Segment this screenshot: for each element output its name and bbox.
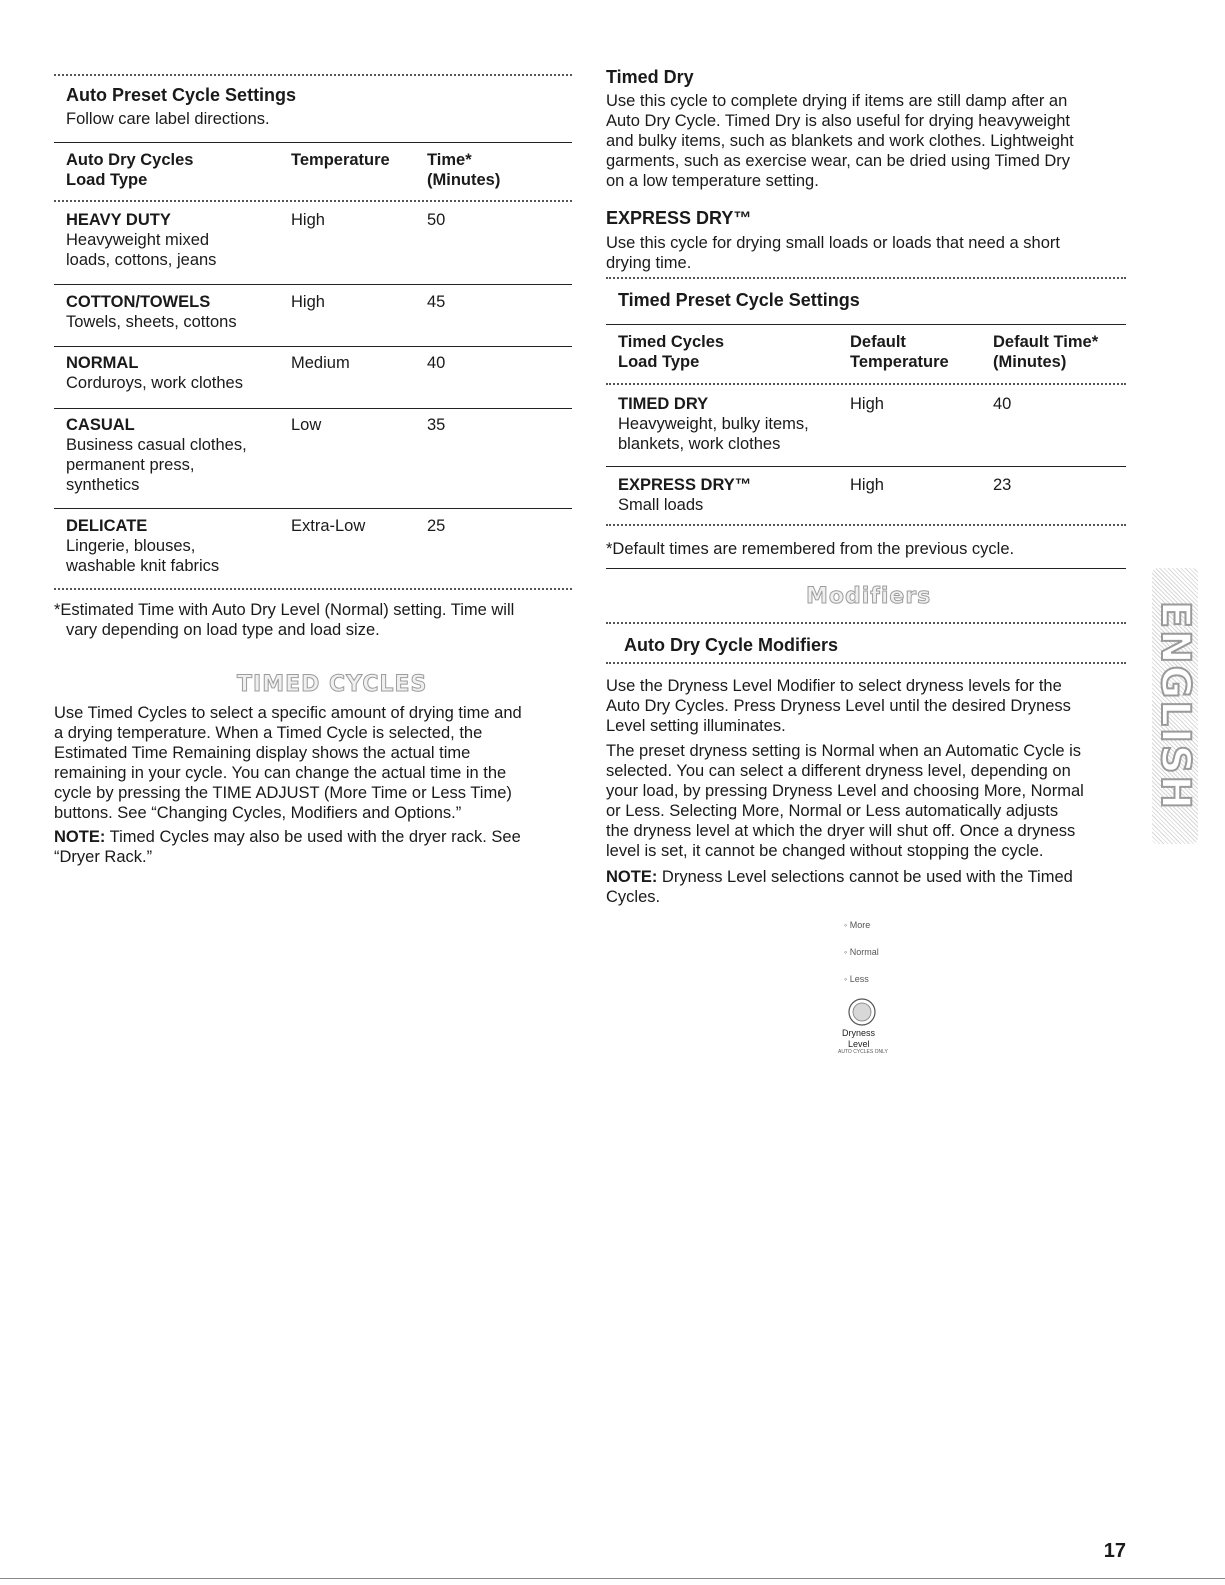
text-line: Auto Dry Cycle. Timed Dry is also useful for drying heavyweight — [606, 112, 1071, 130]
load-type: Towels, sheets, cottons — [66, 313, 237, 331]
header-minutes: (Minutes) — [427, 171, 501, 189]
header-temperature: Temperature — [291, 151, 390, 169]
auto-preset-subtitle: Follow care label directions. — [66, 110, 270, 128]
table-rule — [54, 408, 572, 409]
timed-cycles-heading: TIMED CYCLES — [237, 672, 428, 697]
text-line: Auto Dry Cycles. Press Dryness Level until the desired Dryness — [606, 697, 1071, 715]
dryness-label: Dryness — [842, 1028, 876, 1038]
table-rule — [54, 142, 572, 143]
dotted-rule — [606, 383, 1126, 385]
header-load-type: Load Type — [618, 353, 700, 371]
temperature: Extra-Low — [291, 517, 366, 535]
note-text: “Dryer Rack.” — [54, 848, 153, 866]
text-line: buttons. See “Changing Cycles, Modifiers and Options.” — [54, 804, 462, 822]
level-label: Level — [848, 1039, 870, 1049]
footnote: *Estimated Time with Auto Dry Level (Normal) setting. Time will — [54, 601, 515, 619]
language-tab-label: ENGLISH — [1152, 600, 1198, 812]
timed-cycles-paragraph — [54, 703, 572, 823]
cycle-name: DELICATE — [66, 517, 148, 535]
dotted-rule — [54, 588, 572, 590]
cycle-name: EXPRESS DRY™ — [618, 476, 752, 494]
timed-preset-title: Timed Preset Cycle Settings — [618, 290, 860, 310]
auto-cycles-only-label: AUTO CYCLES ONLY — [838, 1049, 888, 1055]
note-label: NOTE: — [54, 828, 106, 846]
text-line: the dryness level at which the dryer will shut off. Once a dryness — [606, 822, 1076, 840]
modifiers-paragraph-2 — [606, 741, 1126, 861]
text-line: Level setting illuminates. — [606, 717, 786, 735]
indicator-less: ◦ Less — [844, 974, 869, 984]
header-temperature: Temperature — [850, 353, 949, 371]
load-type: Business casual clothes, — [66, 436, 247, 454]
cycle-name: NORMAL — [66, 354, 139, 372]
text-line: selected. You can select a different dryness level, depending on — [606, 762, 1071, 780]
temperature: High — [850, 395, 884, 413]
modifiers-paragraph-1 — [606, 676, 1126, 736]
dotted-rule — [606, 622, 1126, 624]
time: 40 — [427, 354, 446, 372]
header-load-type: Load Type — [66, 171, 148, 189]
text-line: Use this cycle for drying small loads or loads that need a short — [606, 234, 1060, 252]
load-type: loads, cottons, jeans — [66, 251, 217, 269]
note-text: Dryness Level selections cannot be used with the Timed — [657, 868, 1073, 886]
footnote: *Default times are remembered from the previous cycle. — [606, 540, 1015, 558]
text-line: a drying temperature. When a Timed Cycle is selected, the — [54, 724, 483, 742]
cycle-name: COTTON/TOWELS — [66, 293, 211, 311]
load-type: Corduroys, work clothes — [66, 374, 243, 392]
modifiers-heading: Modifiers — [806, 584, 932, 609]
load-type: Small loads — [618, 496, 704, 514]
auto-dry-modifiers-title: Auto Dry Cycle Modifiers — [624, 635, 839, 655]
language-tab — [1152, 568, 1198, 844]
time: 35 — [427, 416, 446, 434]
temperature: High — [291, 211, 325, 229]
cycle-name: CASUAL — [66, 416, 135, 434]
text-line: Use Timed Cycles to select a specific amount of drying time and — [54, 704, 522, 722]
timed-dry-paragraph — [606, 91, 1126, 191]
modifiers-note — [606, 867, 1126, 907]
text-line: your load, by pressing Dryness Level and choosing More, Normal — [606, 782, 1084, 800]
normal-label: Normal — [849, 947, 879, 957]
express-dry-title: EXPRESS DRY™ — [606, 208, 752, 228]
time: 23 — [993, 476, 1012, 494]
header-default-time: Default Time* — [993, 333, 1099, 351]
express-dry-paragraph — [606, 233, 1126, 273]
dryness-level-dial — [838, 916, 902, 1066]
text-line: on a low temperature setting. — [606, 172, 819, 190]
table-rule — [606, 324, 1126, 325]
cycle-name: TIMED DRY — [618, 395, 709, 413]
header-timed-cycles: Timed Cycles — [618, 333, 725, 351]
time: 40 — [993, 395, 1012, 413]
load-type: synthetics — [66, 476, 140, 494]
dotted-rule — [606, 524, 1126, 526]
time: 25 — [427, 517, 446, 535]
time: 45 — [427, 293, 446, 311]
header-time: Time* — [427, 151, 472, 169]
timed-dry-title: Timed Dry — [606, 67, 694, 87]
bottom-rule — [0, 1578, 1225, 1579]
dryness-button-icon — [846, 996, 878, 1028]
timed-cycles-note — [54, 827, 572, 867]
section-rule — [606, 568, 1126, 569]
note-label: NOTE: — [606, 868, 658, 886]
text-line: garments, such as exercise wear, can be dried using Timed Dry — [606, 152, 1071, 170]
text-line: and bulky items, such as blankets and work clothes. Lightweight — [606, 132, 1074, 150]
table-rule — [54, 284, 572, 285]
text-line: cycle by pressing the TIME ADJUST (More Time or Less Time) — [54, 784, 512, 802]
header-auto-dry-cycles: Auto Dry Cycles — [66, 151, 194, 169]
indicator-normal: ◦ Normal — [844, 947, 879, 957]
temperature: Medium — [291, 354, 350, 372]
temperature: High — [291, 293, 325, 311]
footnote: vary depending on load type and load size. — [66, 621, 380, 639]
time: 50 — [427, 211, 446, 229]
dotted-rule — [54, 200, 572, 202]
text-line: Use the Dryness Level Modifier to select dryness levels for the — [606, 677, 1062, 695]
load-type: Lingerie, blouses, — [66, 537, 196, 555]
text-line: Estimated Time Remaining display shows the actual time — [54, 744, 471, 762]
temperature: High — [850, 476, 884, 494]
text-line: or Less. Selecting More, Normal or Less automatically adjusts — [606, 802, 1059, 820]
load-type: Heavyweight mixed — [66, 231, 210, 249]
text-line: Use this cycle to complete drying if items are still damp after an — [606, 92, 1068, 110]
text-line: The preset dryness setting is Normal when an Automatic Cycle is — [606, 742, 1082, 760]
table-rule — [54, 346, 572, 347]
table-rule — [606, 466, 1126, 467]
dotted-rule — [606, 662, 1126, 664]
text-line: level is set, it cannot be changed without stopping the cycle. — [606, 842, 1044, 860]
text-line: remaining in your cycle. You can change the actual time in the — [54, 764, 507, 782]
more-label: More — [849, 920, 871, 930]
note-text: Timed Cycles may also be used with the dryer rack. See — [105, 828, 521, 846]
header-minutes: (Minutes) — [993, 353, 1067, 371]
auto-preset-title: Auto Preset Cycle Settings — [66, 85, 297, 105]
less-label: Less — [849, 974, 869, 984]
load-type: washable knit fabrics — [66, 557, 220, 575]
table-rule — [54, 508, 572, 509]
cycle-name: HEAVY DUTY — [66, 211, 171, 229]
dotted-rule — [54, 74, 572, 76]
indicator-more: ◦ More — [844, 920, 871, 930]
text-line: drying time. — [606, 254, 692, 272]
page-number: 17 — [1103, 1540, 1126, 1562]
dotted-rule — [606, 277, 1126, 279]
load-type: permanent press, — [66, 456, 195, 474]
load-type: blankets, work clothes — [618, 435, 781, 453]
load-type: Heavyweight, bulky items, — [618, 415, 809, 433]
header-default: Default — [850, 333, 906, 351]
temperature: Low — [291, 416, 322, 434]
note-text: Cycles. — [606, 888, 661, 906]
